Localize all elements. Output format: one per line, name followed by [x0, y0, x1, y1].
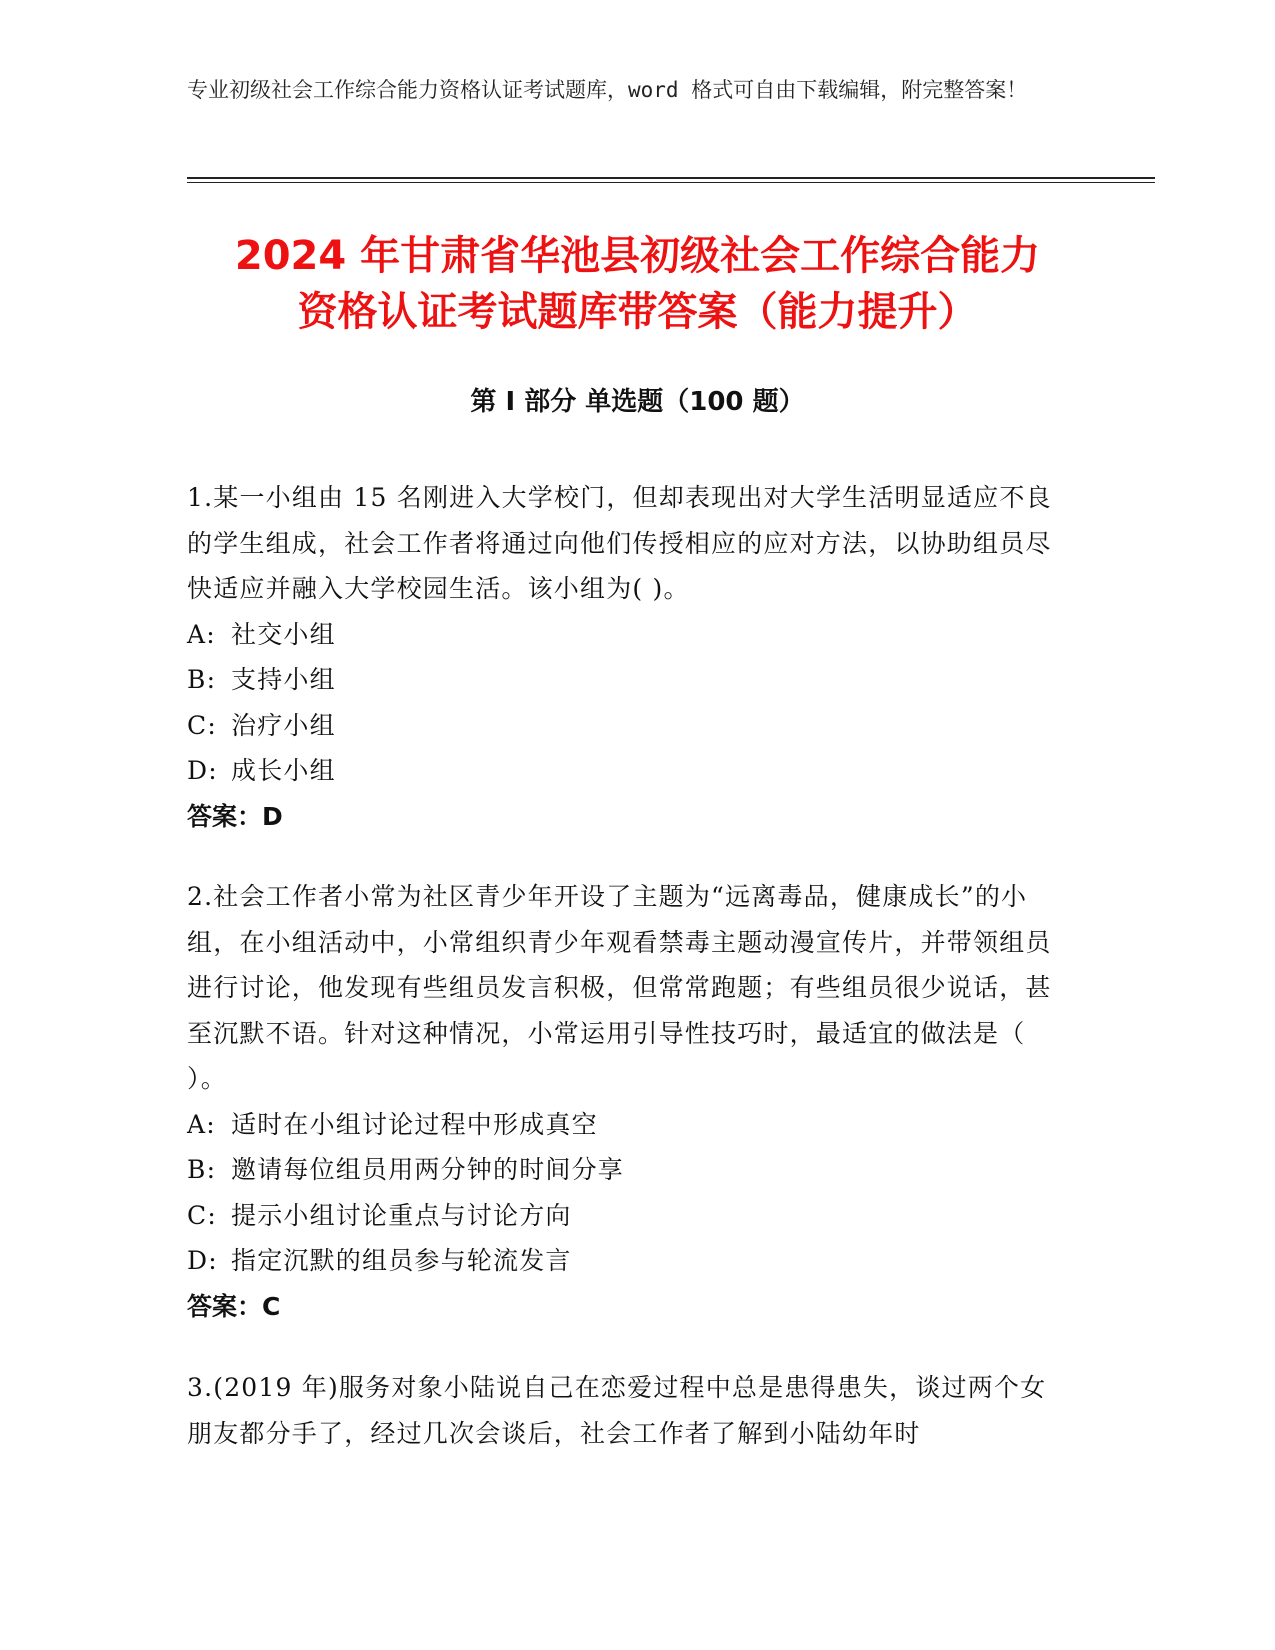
- question-stem: 3.(2019 年)服务对象小陆说自己在恋爱过程中总是患得患失，谈过两个女朋友都分手了，经过几次会谈后，社会工作者了解到小陆幼年时: [187, 1373, 1047, 1448]
- option-b: [187, 1147, 1072, 1193]
- header-divider-thin: [187, 182, 1155, 183]
- option-key: D:: [187, 1246, 218, 1275]
- option-a: [187, 612, 1072, 658]
- document-title-line-1: 2024 年甘肃省华池县初级社会工作综合能力: [234, 233, 1041, 279]
- header-divider-thick: [187, 177, 1155, 179]
- option-b: [187, 657, 1072, 703]
- header-note: 专业初级社会工作综合能力资格认证考试题库，word 格式可自由下载编辑，附完整答案！: [187, 78, 1028, 102]
- option-key: A:: [187, 619, 216, 649]
- option-text: 支持小组: [231, 665, 336, 694]
- question-1: [187, 475, 1072, 839]
- answer: 答案：C: [187, 1291, 281, 1321]
- question-2: [187, 874, 1072, 1329]
- option-text: 提示小组讨论重点与讨论方向: [231, 1200, 572, 1230]
- option-d: [187, 748, 1072, 794]
- answer: 答案：D: [187, 801, 283, 831]
- option-key: B:: [187, 665, 217, 694]
- option-d: [187, 1238, 1072, 1284]
- option-text: 成长小组: [231, 756, 336, 785]
- option-key: B:: [187, 1155, 217, 1184]
- question-3: [187, 1365, 1072, 1456]
- option-key: C:: [187, 710, 217, 740]
- option-text: 治疗小组: [231, 710, 336, 740]
- option-text: 社交小组: [231, 619, 336, 649]
- section-title: 第 I 部分 单选题（100 题）: [470, 387, 805, 417]
- option-a: [187, 1102, 1072, 1148]
- document-title: [150, 228, 1125, 340]
- option-c: [187, 703, 1072, 749]
- question-stem: 1.某一小组由 15 名刚进入大学校门，但却表现出对大学生活明显适应不良的学生组成，社会工作者将通过向他们传授相应的应对方法，以协助组员尽快适应并融入大学校园生活。该小组为( )。: [187, 483, 1052, 603]
- question-stem: 2.社会工作者小常为社区青少年开设了主题为“远离毒品，健康成长”的小组，在小组活动中，小常组织青少年观看禁毒主题动漫宣传片，并带领组员进行讨论，他发现有些组员发言积极，但常常跑题；有些组员很少说话，甚至沉默不语。针对这种情况，小常运用引导性技巧时，最适宜的做法是（ ）。: [187, 882, 1052, 1093]
- option-c: [187, 1193, 1072, 1239]
- document-title-line-2: 资格认证考试题库带答案（能力提升）: [297, 289, 978, 335]
- option-text: 指定沉默的组员参与轮流发言: [231, 1246, 572, 1275]
- option-key: D:: [187, 756, 218, 785]
- option-text: 适时在小组讨论过程中形成真空: [231, 1109, 598, 1139]
- option-key: C:: [187, 1200, 217, 1230]
- option-text: 邀请每位组员用两分钟的时间分享: [231, 1155, 625, 1184]
- option-key: A:: [187, 1109, 216, 1139]
